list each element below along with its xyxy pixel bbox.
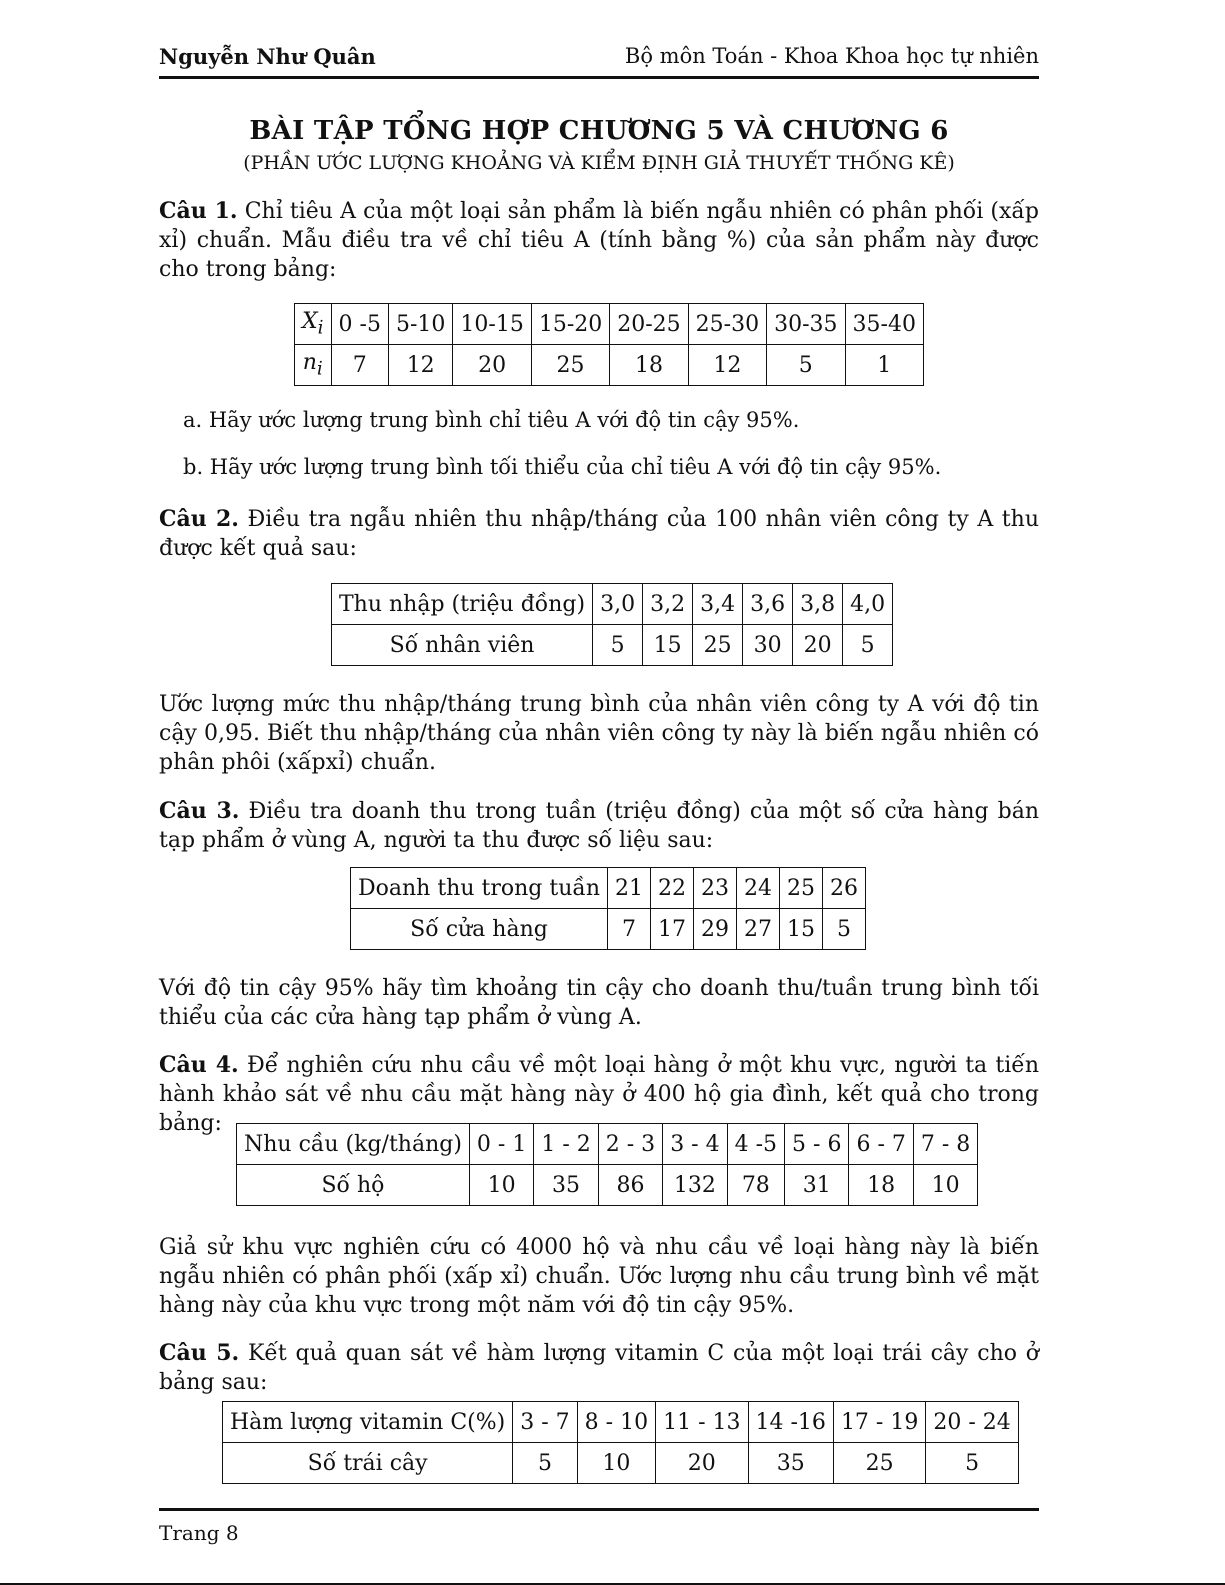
table-row (351, 868, 866, 909)
table-cell: 10 (469, 1165, 533, 1206)
row-header: Số cửa hàng (351, 909, 608, 950)
table-cell: 17 (651, 909, 694, 950)
table-cell: 27 (737, 909, 780, 950)
row-header: Số hộ (237, 1165, 470, 1206)
table-cell: 25 (833, 1443, 925, 1484)
table-cell: 22 (651, 868, 694, 909)
row-header: Số nhân viên (332, 625, 593, 666)
document-subtitle: (PHẦN ƯỚC LƯỢNG KHOẢNG VÀ KIỂM ĐỊNH GIẢ THUYẾT THỐNG KÊ) (243, 152, 955, 174)
question-label: Câu 3. (159, 798, 240, 824)
table-cell: 3,6 (743, 584, 793, 625)
question-text: Để nghiên cứu nhu cầu về một loại hàng ở một khu vực, người ta tiến hành khảo sát về nhu cầu mặt hàng này ở 400 hộ gia đình, kết quả cho trong bảng: (159, 1053, 1039, 1136)
table-cell: 2 - 3 (598, 1124, 662, 1165)
table-cell: 4 -5 (727, 1124, 784, 1165)
table-row (332, 625, 893, 666)
question-1 (159, 197, 1039, 284)
table-row (237, 1124, 978, 1165)
table-cell: 5 - 6 (785, 1124, 849, 1165)
question-2-task: Ước lượng mức thu nhập/tháng trung bình của nhân viên công ty A với độ tin cậy 0,95. Biết thu nhập/tháng của nhân viên công ty này là biến ngẫu nhiên có phân phôi (xấpxỉ) chuẩn. (159, 692, 1039, 775)
table-cell: 25 (531, 345, 609, 386)
table-cell: 20 (793, 625, 843, 666)
department-name: Bộ môn Toán - Khoa Khoa học tự nhiên (624, 44, 1039, 68)
table-cell: 3,2 (643, 584, 693, 625)
page-header (159, 44, 1039, 79)
table-cell: 7 - 8 (913, 1124, 977, 1165)
table-cell: 21 (608, 868, 651, 909)
table-cell: 5 (513, 1443, 577, 1484)
author-name: Nguyễn Như Quân (159, 44, 376, 69)
row-header: Số trái cây (223, 1443, 513, 1484)
table-q4 (236, 1123, 978, 1206)
table-cell: 15 (643, 625, 693, 666)
table-cell: 23 (694, 868, 737, 909)
table-q2 (331, 583, 893, 666)
question-text: Kết quả quan sát về hàm lượng vitamin C của một loại trái cây cho ở bảng sau: (159, 1341, 1039, 1395)
table-cell: 5 (843, 625, 893, 666)
table-cell: 26 (823, 868, 866, 909)
row-header: $n_i$ (295, 345, 332, 386)
row-header: $X_i$ (295, 304, 332, 345)
table-cell: 3,0 (593, 584, 643, 625)
question-3-task: Với độ tin cậy 95% hãy tìm khoảng tin cậy cho doanh thu/tuần trung bình tối thiểu của các cửa hàng tạp phẩm ở vùng A. (159, 976, 1039, 1030)
table-cell: 86 (598, 1165, 662, 1206)
table-cell: 30-35 (767, 304, 845, 345)
table-cell: 10 (913, 1165, 977, 1206)
table-cell: 5 (767, 345, 845, 386)
table-q3 (350, 867, 866, 950)
question-2 (159, 505, 1039, 563)
table-row (237, 1165, 978, 1206)
table-cell: 31 (785, 1165, 849, 1206)
table-cell: 3,4 (693, 584, 743, 625)
table-cell: 0 - 1 (469, 1124, 533, 1165)
table-cell: 20 (656, 1443, 748, 1484)
table-cell: 20-25 (610, 304, 688, 345)
page-footer (159, 1508, 1039, 1545)
table-cell: 1 (845, 345, 923, 386)
table-cell: 3 - 4 (663, 1124, 727, 1165)
table-row (295, 345, 924, 386)
question-label: Câu 5. (159, 1340, 240, 1366)
table-cell: 29 (694, 909, 737, 950)
table-cell: 15-20 (531, 304, 609, 345)
question-text: Điều tra doanh thu trong tuần (triệu đồng) của một số cửa hàng bán tạp phẩm ở vùng A, người ta thu được số liệu sau: (159, 799, 1040, 853)
table-cell: 5 (593, 625, 643, 666)
row-header: Thu nhập (triệu đồng) (332, 584, 593, 625)
table-cell: 15 (780, 909, 823, 950)
table-cell: 35 (748, 1443, 833, 1484)
table-row (295, 304, 924, 345)
table-cell: 11 - 13 (656, 1402, 748, 1443)
question-4-task: Giả sử khu vực nghiên cứu có 4000 hộ và nhu cầu về loại hàng này là biến ngẫu nhiên có phân phối (xấp xỉ) chuẩn. Ước lượng nhu cầu trung bình về mặt hàng này của khu vực trong một năm với độ tin cậy 95%. (159, 1235, 1039, 1318)
table-cell: 78 (727, 1165, 784, 1206)
table-cell: 0 -5 (331, 304, 388, 345)
table-cell: 10-15 (453, 304, 531, 345)
table-cell: 10 (577, 1443, 655, 1484)
table-cell: 20 (453, 345, 531, 386)
row-header: Hàm lượng vitamin C(%) (223, 1402, 513, 1443)
table-cell: 5 (823, 909, 866, 950)
question-5 (159, 1339, 1039, 1397)
table-cell: 7 (331, 345, 388, 386)
table-cell: 4,0 (843, 584, 893, 625)
table-cell: 35-40 (845, 304, 923, 345)
question-text: Điều tra ngẫu nhiên thu nhập/tháng của 100 nhân viên công ty A thu được kết quả sau: (159, 507, 1039, 561)
table-cell: 30 (743, 625, 793, 666)
page-number: Trang 8 (159, 1521, 239, 1545)
table-cell: 7 (608, 909, 651, 950)
table-cell: 24 (737, 868, 780, 909)
table-cell: 35 (534, 1165, 598, 1206)
table-cell: 3 - 7 (513, 1402, 577, 1443)
table-cell: 5 (926, 1443, 1018, 1484)
table-cell: 18 (849, 1165, 913, 1206)
question-3 (159, 797, 1039, 855)
table-cell: 14 -16 (748, 1402, 833, 1443)
table-row (223, 1443, 1019, 1484)
table-row (223, 1402, 1019, 1443)
table-cell: 132 (663, 1165, 727, 1206)
table-cell: 5-10 (388, 304, 452, 345)
question-1-part-b: b. Hãy ước lượng trung bình tối thiểu của chỉ tiêu A với độ tin cậy 95%. (183, 455, 942, 479)
table-cell: 25 (693, 625, 743, 666)
document-title: BÀI TẬP TỔNG HỢP CHƯƠNG 5 VÀ CHƯƠNG 6 (249, 116, 949, 146)
question-label: Câu 2. (159, 506, 239, 532)
table-cell: 12 (688, 345, 766, 386)
question-label: Câu 4. (159, 1052, 239, 1078)
table-cell: 1 - 2 (534, 1124, 598, 1165)
question-1-part-a: a. Hãy ước lượng trung bình chỉ tiêu A với độ tin cậy 95%. (183, 408, 800, 432)
table-q5 (222, 1401, 1019, 1484)
table-cell: 12 (388, 345, 452, 386)
row-header: Nhu cầu (kg/tháng) (237, 1124, 470, 1165)
table-cell: 25 (780, 868, 823, 909)
table-cell: 25-30 (688, 304, 766, 345)
row-header: Doanh thu trong tuần (351, 868, 608, 909)
table-cell: 6 - 7 (849, 1124, 913, 1165)
question-text: Chỉ tiêu A của một loại sản phẩm là biến ngẫu nhiên có phân phối (xấp xỉ) chuẩn. Mẫu điều tra về chỉ tiêu A (tính bằng %) của sản phẩm này được cho trong bảng: (159, 199, 1039, 282)
table-cell: 8 - 10 (577, 1402, 655, 1443)
table-row (332, 584, 893, 625)
table-cell: 20 - 24 (926, 1402, 1018, 1443)
table-q1 (294, 303, 924, 386)
table-cell: 17 - 19 (833, 1402, 925, 1443)
question-label: Câu 1. (159, 198, 238, 224)
table-cell: 3,8 (793, 584, 843, 625)
table-cell: 18 (610, 345, 688, 386)
table-row (351, 909, 866, 950)
